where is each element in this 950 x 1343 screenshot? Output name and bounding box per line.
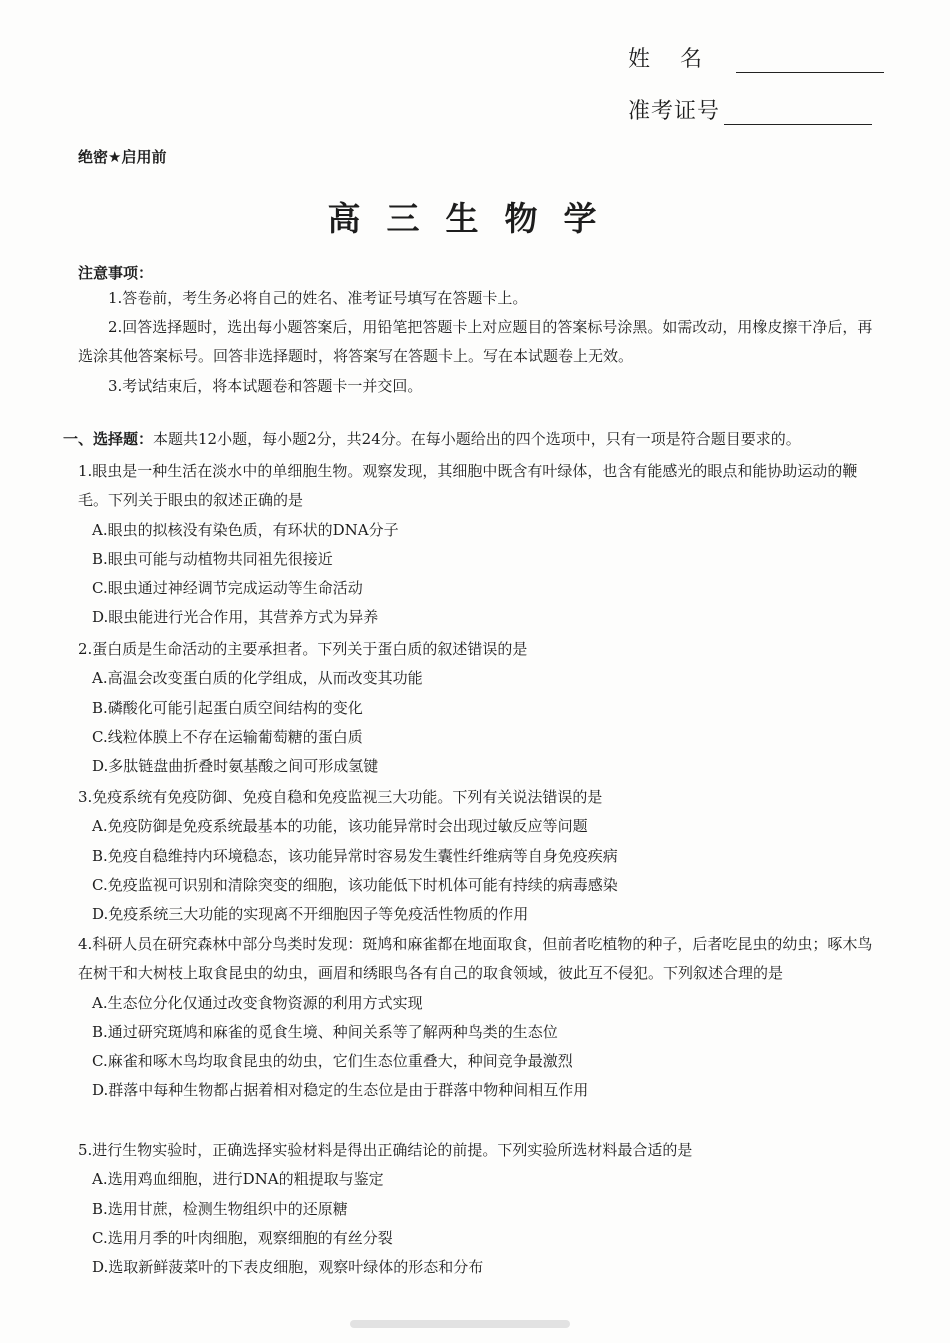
name-blank[interactable] (736, 46, 884, 73)
exam-id-label: 准考证号 (628, 99, 721, 124)
option-b: B.磷酸化可能引起蛋白质空间结构的变化 (92, 698, 363, 717)
option-a: A.生态位分化仅通过改变食物资源的利用方式实现 (92, 993, 423, 1012)
option-d: D.免疫系统三大功能的实现离不开细胞因子等免疫活性物质的作用 (92, 905, 529, 924)
page-title: 高三生物学 (327, 199, 623, 238)
footer-smudge (350, 1320, 570, 1328)
question-stem: 1.眼虫是一种生活在淡水中的单细胞生物。观察发现，其细胞中既含有叶绿体，也含有能感光的眼点和能协助运动的鞭毛。下列关于眼虫的叙述正确的是 (78, 462, 858, 510)
question-1 (78, 457, 878, 633)
option-d: D.群落中每种生物都占据着相对稳定的生态位是由于群落中物种间相互作用 (92, 1081, 589, 1100)
notice-item: 1.答卷前，考生务必将自己的姓名、准考证号填写在答题卡上。 (108, 289, 528, 307)
option-d: D.眼虫能进行光合作用，其营养方式为异养 (92, 608, 379, 627)
notice-heading: 注意事项： (78, 264, 154, 282)
question-stem: 2.蛋白质是生命活动的主要承担者。下列关于蛋白质的叙述错误的是 (78, 640, 528, 658)
option-a: A.高温会改变蛋白质的化学组成，从而改变其功能 (92, 669, 423, 688)
exam-id-field[interactable] (628, 94, 872, 125)
option-c: C.选用月季的叶肉细胞，观察细胞的有丝分裂 (92, 1228, 393, 1247)
question-2 (78, 635, 878, 781)
option-b: B.免疫自稳维持内环境稳态，该功能异常时容易发生囊性纤维病等自身免疫疾病 (92, 846, 618, 865)
question-stem: 5.进行生物实验时，正确选择实验材料是得出正确结论的前提。下列实验所选材料最合适的是 (78, 1141, 693, 1159)
section-instructions: 本题共12小题，每小题2分，共24分。在每小题给出的四个选项中，只有一项是符合题目要求的。 (153, 430, 801, 448)
exam-id-blank[interactable] (724, 98, 872, 125)
question-stem: 3.免疫系统有免疫防御、免疫自稳和免疫监视三大功能。下列有关说法错误的是 (78, 788, 603, 806)
option-c: C.线粒体膜上不存在运输葡萄糖的蛋白质 (92, 727, 363, 746)
option-c: C.免疫监视可识别和清除突变的细胞，该功能低下时机体可能有持续的病毒感染 (92, 875, 618, 894)
section-title: 一、选择题： (63, 430, 154, 448)
option-a: A.眼虫的拟核没有染色质，有环状的DNA分子 (92, 520, 399, 539)
option-c: C.麻雀和啄木鸟均取食昆虫的幼虫，它们生态位重叠大，种间竞争最激烈 (92, 1052, 573, 1071)
question-4 (78, 930, 878, 1106)
question-5 (78, 1136, 878, 1282)
section-heading (63, 428, 883, 449)
question-stem: 4.科研人员在研究森林中部分鸟类时发现：斑鸠和麻雀都在地面取食，但前者吃植物的种子，后者吃昆虫的幼虫；啄木鸟在树干和大树枝上取食昆虫的幼虫，画眉和绣眼鸟各有自己的取食领域，彼此互不侵犯。下列叙述合理的是 (78, 935, 873, 983)
name-field[interactable] (628, 42, 884, 73)
option-d: D.选取新鲜菠菜叶的下表皮细胞，观察叶绿体的形态和分布 (92, 1258, 484, 1277)
name-label: 姓名 (628, 47, 733, 72)
option-b: B.通过研究斑鸠和麻雀的觅食生境、种间关系等了解两种鸟类的生态位 (92, 1022, 558, 1041)
notice-item: 2.回答选择题时，选出每小题答案后，用铅笔把答题卡上对应题目的答案标号涂黑。如需改动，用橡皮擦干净后，再选涂其他答案标号。回答非选择题时，将答案写在答题卡上。写在本试题卷上无效。 (78, 318, 873, 365)
notice-item: 3.考试结束后，将本试题卷和答题卡一并交回。 (108, 377, 423, 395)
option-b: B.眼虫可能与动植物共同祖先很接近 (92, 549, 333, 568)
option-d: D.多肽链盘曲折叠时氨基酸之间可形成氢键 (92, 757, 379, 776)
option-a: A.免疫防御是免疫系统最基本的功能，该功能异常时会出现过敏反应等问题 (92, 817, 588, 836)
option-a: A.选用鸡血细胞，进行DNA的粗提取与鉴定 (92, 1170, 384, 1189)
question-3 (78, 783, 878, 929)
option-c: C.眼虫通过神经调节完成运动等生命活动 (92, 579, 363, 598)
confidential-label: 绝密★启用前 (78, 148, 167, 166)
option-b: B.选用甘蔗，检测生物组织中的还原糖 (92, 1199, 348, 1218)
